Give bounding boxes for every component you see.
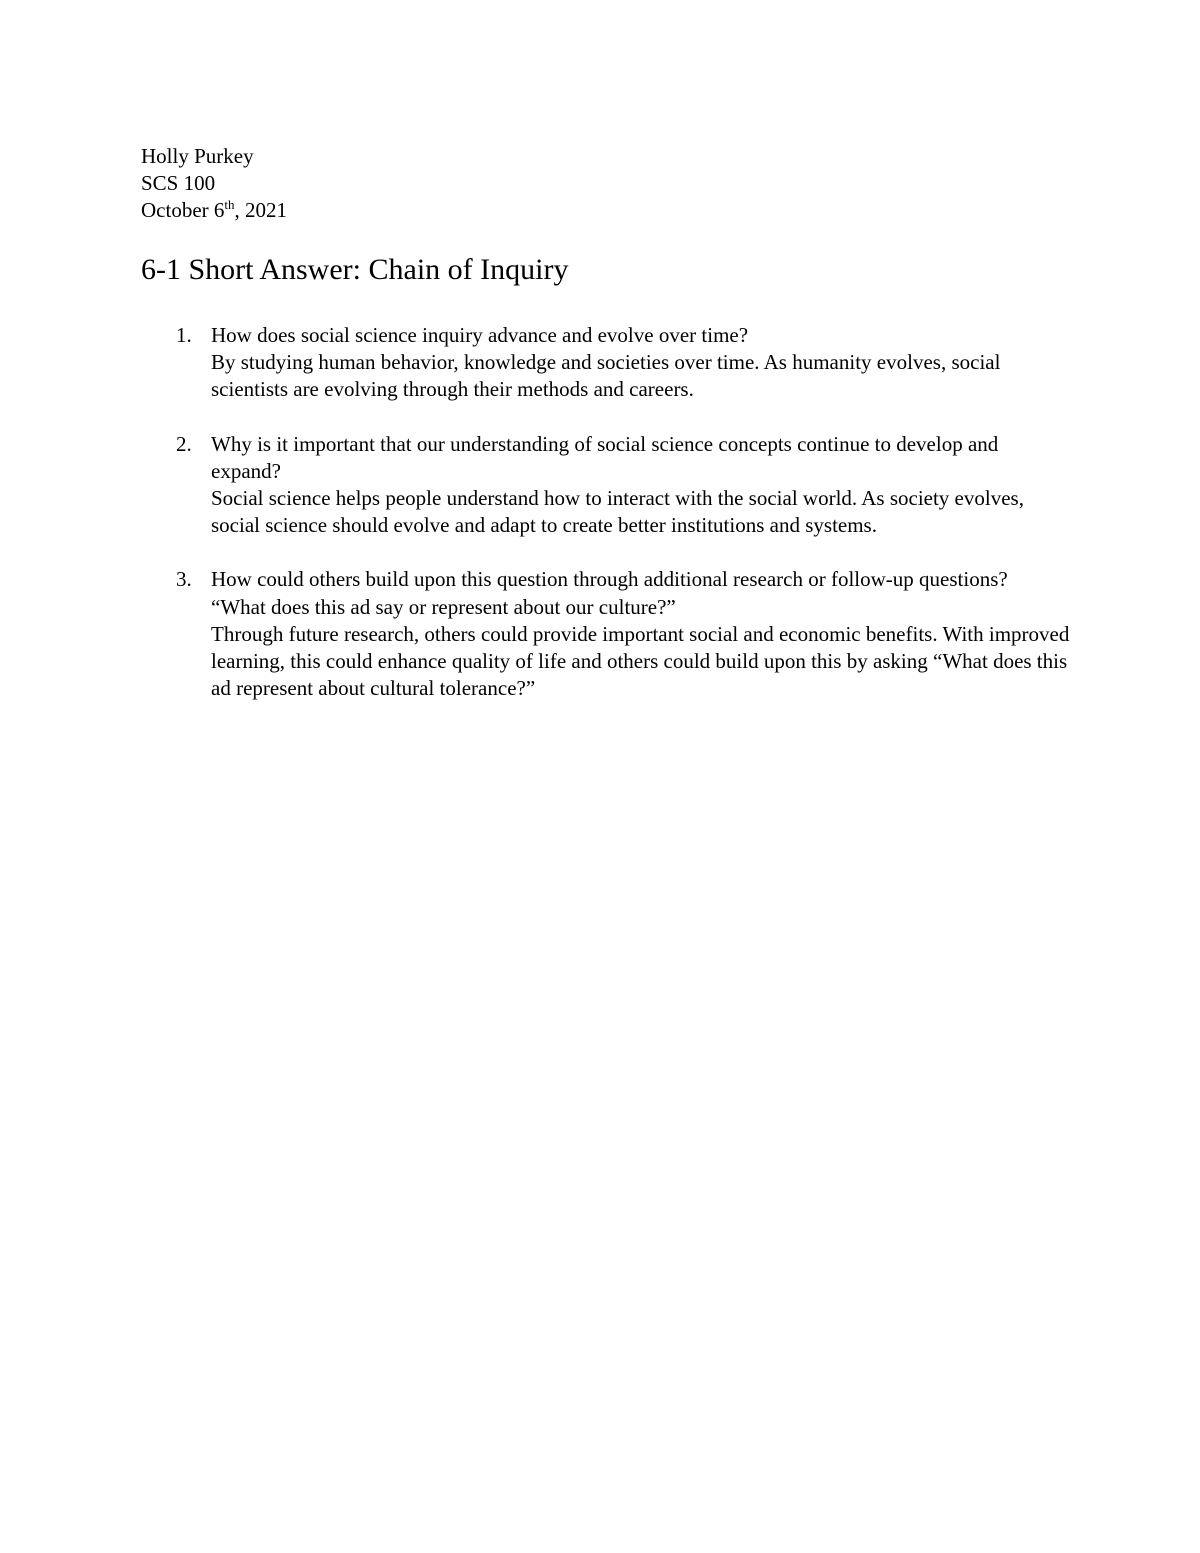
date-prefix: October 6 — [141, 198, 225, 222]
question-item-2 — [141, 431, 1071, 540]
date-rest: , 2021 — [234, 198, 288, 222]
question-item-3 — [141, 566, 1071, 702]
quoted-question: “What does this ad say or represent about our culture?” — [211, 594, 676, 619]
date-ordinal-suffix: th — [224, 197, 235, 212]
answer-text: By studying human behavior, knowledge and societies over time. As humanity evolves, social scientists are evolving through their methods and careers. — [211, 350, 1001, 402]
question-number: 1. — [176, 323, 192, 347]
document-date — [141, 197, 287, 224]
question-number: 2. — [176, 431, 192, 456]
question-item-1 — [141, 322, 1071, 404]
question-text: How does social science inquiry advance and evolve over time? — [211, 323, 749, 347]
course-code: SCS 100 — [141, 171, 216, 195]
question-list — [141, 322, 1071, 729]
question-text: How could others build upon this question through additional research or follow-up questions? — [211, 567, 1008, 592]
author-name: Holly Purkey — [141, 144, 254, 168]
answer-text: Social science helps people understand how to interact with the social world. As society evolves, social science should evolve and adapt to create better institutions and systems. — [211, 486, 1024, 538]
question-number: 3. — [176, 567, 192, 592]
answer-text: Through future research, others could provide important social and economic benefits. With improved learning, this could enhance quality of life and others could build upon this by asking “What does this ad represent about cultural tolerance?” — [211, 621, 1070, 701]
document-header — [141, 143, 287, 224]
document-title: 6-1 Short Answer: Chain of Inquiry — [141, 253, 569, 286]
question-text: Why is it important that our understanding of social science concepts continue to develop and expand? — [211, 431, 999, 483]
